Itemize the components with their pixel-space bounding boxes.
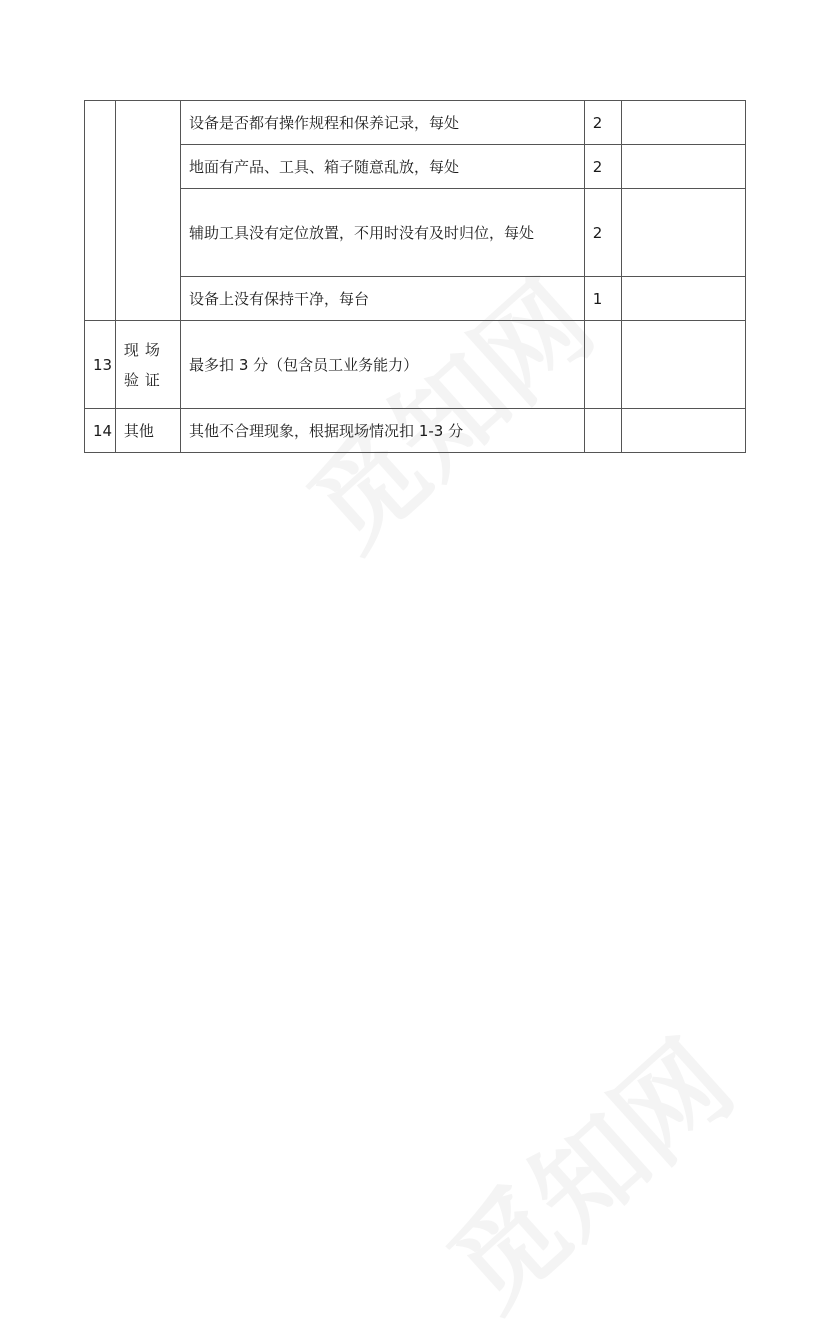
remark-cell <box>622 277 746 321</box>
table-row <box>85 409 746 453</box>
item-cell: 设备是否都有操作规程和保养记录，每处 <box>181 101 585 145</box>
watermark <box>410 1000 761 1338</box>
category-cell <box>115 101 180 321</box>
remark-cell <box>622 145 746 189</box>
item-cell: 设备上没有保持干净，每台 <box>181 277 585 321</box>
item-cell: 地面有产品、工具、箱子随意乱放，每处 <box>181 145 585 189</box>
score-table <box>84 100 746 453</box>
remark-cell <box>622 101 746 145</box>
item-cell: 最多扣 3 分（包含员工业务能力） <box>181 321 585 409</box>
category-cell: 其他 <box>115 409 180 453</box>
row-number-cell <box>85 101 116 321</box>
score-cell <box>584 321 622 409</box>
table-row <box>85 321 746 409</box>
table-row <box>85 277 746 321</box>
remark-cell <box>622 321 746 409</box>
score-cell: 2 <box>584 145 622 189</box>
table-row <box>85 101 746 145</box>
category-cell: 现场验证 <box>115 321 180 409</box>
item-cell: 其他不合理现象，根据现场情况扣 1-3 分 <box>181 409 585 453</box>
score-cell: 2 <box>584 101 622 145</box>
score-cell <box>584 409 622 453</box>
score-cell: 2 <box>584 189 622 277</box>
item-cell: 辅助工具没有定位放置，不用时没有及时归位，每处 <box>181 189 585 277</box>
table-row <box>85 145 746 189</box>
score-cell: 1 <box>584 277 622 321</box>
table-row <box>85 189 746 277</box>
remark-cell <box>622 189 746 277</box>
row-number-cell: 13 <box>85 321 116 409</box>
remark-cell <box>622 409 746 453</box>
row-number-cell: 14 <box>85 409 116 453</box>
